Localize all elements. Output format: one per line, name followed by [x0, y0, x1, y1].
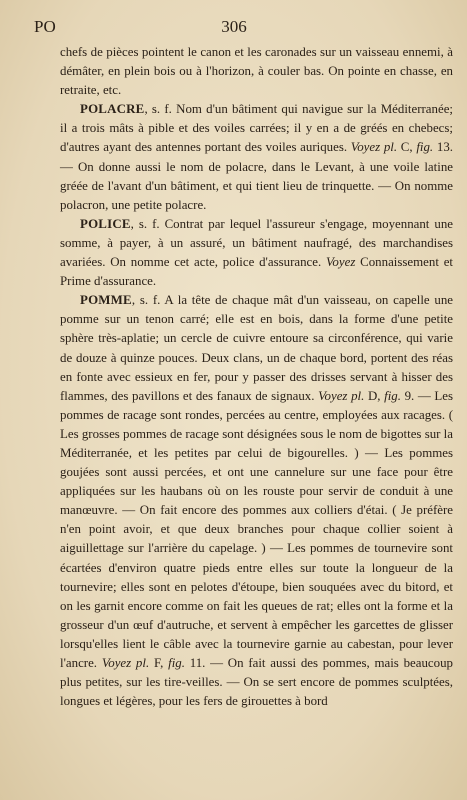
italic-reference: fig. — [416, 140, 434, 155]
entry-headword: POLACRE — [80, 102, 145, 117]
entry-polacre — [60, 100, 453, 215]
italic-reference: Voyez pl. — [350, 140, 398, 155]
entry-headword: POMME — [80, 293, 132, 308]
italic-reference: fig. — [384, 388, 401, 403]
paragraph-continuation — [60, 43, 453, 100]
entry-text: chefs de pièces pointent le canon et les caronades sur un vaisseau ennemi, à démâter, en plein bois ou à l'horizon, à couler bas. On pointe en chasse, en retraite, etc. — [60, 45, 453, 98]
italic-reference: Voyez pl. — [101, 656, 150, 670]
entry-text: , s. f. A la tête de chaque mât d'un vaisseau, on capelle une pomme sur un tenon carré; elle est en bois, dans la forme d'une petite sphère très-aplatie; un cercle de cuivre entoure sa circonférence, qui varie de douze à quinze pouces. Deux clans, un de chaque bord, portent des réas en fonte avec essieux en fer, pour y passer des drisses servant à hisser des flammes, des pavillons et des fanaux de signaux. — [60, 293, 453, 403]
entry-pomme — [60, 291, 453, 711]
entry-police — [60, 215, 453, 291]
section-letters: PO — [34, 17, 56, 36]
entry-text: D, — [364, 388, 385, 403]
entry-headword: POLICE — [80, 216, 131, 231]
italic-reference: fig. — [168, 656, 185, 670]
entry-text: 13. — On donne aussi le nom de polacre, dans le Levant, à une voile latine gréée de l'avant d'un bâtiment, et qui tient lieu de trinquette. — On nomme polacron, une petite polacre. — [60, 140, 453, 212]
running-header — [34, 17, 434, 39]
entry-text: , s. f. Nom d'un bâtiment qui navigue sur la Méditerranée; il a trois mâts à pible et des voiles carrées; il y en a de gréés en chebecs; d'autres ayant des antennes portant des voiles auriques. — [60, 102, 453, 155]
entry-text: Connaissement et Prime d'assurance. — [60, 255, 453, 289]
page-body-text — [60, 43, 453, 711]
entry-text: C, — [397, 140, 417, 155]
page-number: 306 — [221, 17, 247, 36]
italic-reference: Voyez pl. — [318, 388, 365, 403]
entry-text: , s. f. Contrat par lequel l'assureur s'engage, moyennant une somme, à payer, à un assuré, un bâtiment naufragé, des marchandises avariées. On nomme cet acte, police d'assurance. — [60, 216, 453, 270]
entry-text: F, — [149, 656, 169, 670]
italic-reference: Voyez — [325, 255, 356, 270]
entry-text: 11. — On fait aussi des pommes, mais beaucoup plus petites, sur les tire-veilles. — On se sert encore de pommes sculptées, longues et légères, pour les fers de girouettes à bord — [60, 656, 453, 709]
entry-text: 9. — Les pommes de racage sont rondes, percées au centre, employées aux racages. ( Les grosses pommes de racage sont désignées sous le nom de bigottes sur la Méditerranée, et les petites par celui de bigourelles. ) — Les pommes goujées sont aussi percées, et ont une cannelure sur une face pour être appliquées sur les haubans où on les rouste pour servir de conduit à une manœuvre. — On fait encore des pommes aux colliers d'étai. ( Je préfère n'en point avoir, et que deux branches pour chaque collier soient à aiguillettage sur l'arrière du capelage. ) — Les pommes de tournevire sont écartées d'environ quatre pieds entre elles sur toute la longueur de la tournevire; elles sont en pelotes d'étoupe, bien souquées avec du bitord, et on les garnit encore comme on fait les queues de rat; elles ont la forme et la grosseur d'un œuf d'autruche, et servent à empêcher les garcettes de glisser lorsqu'elles lient le câble avec la tournevire garnie au cabestan, pour lever l'ancre. — [60, 388, 453, 670]
